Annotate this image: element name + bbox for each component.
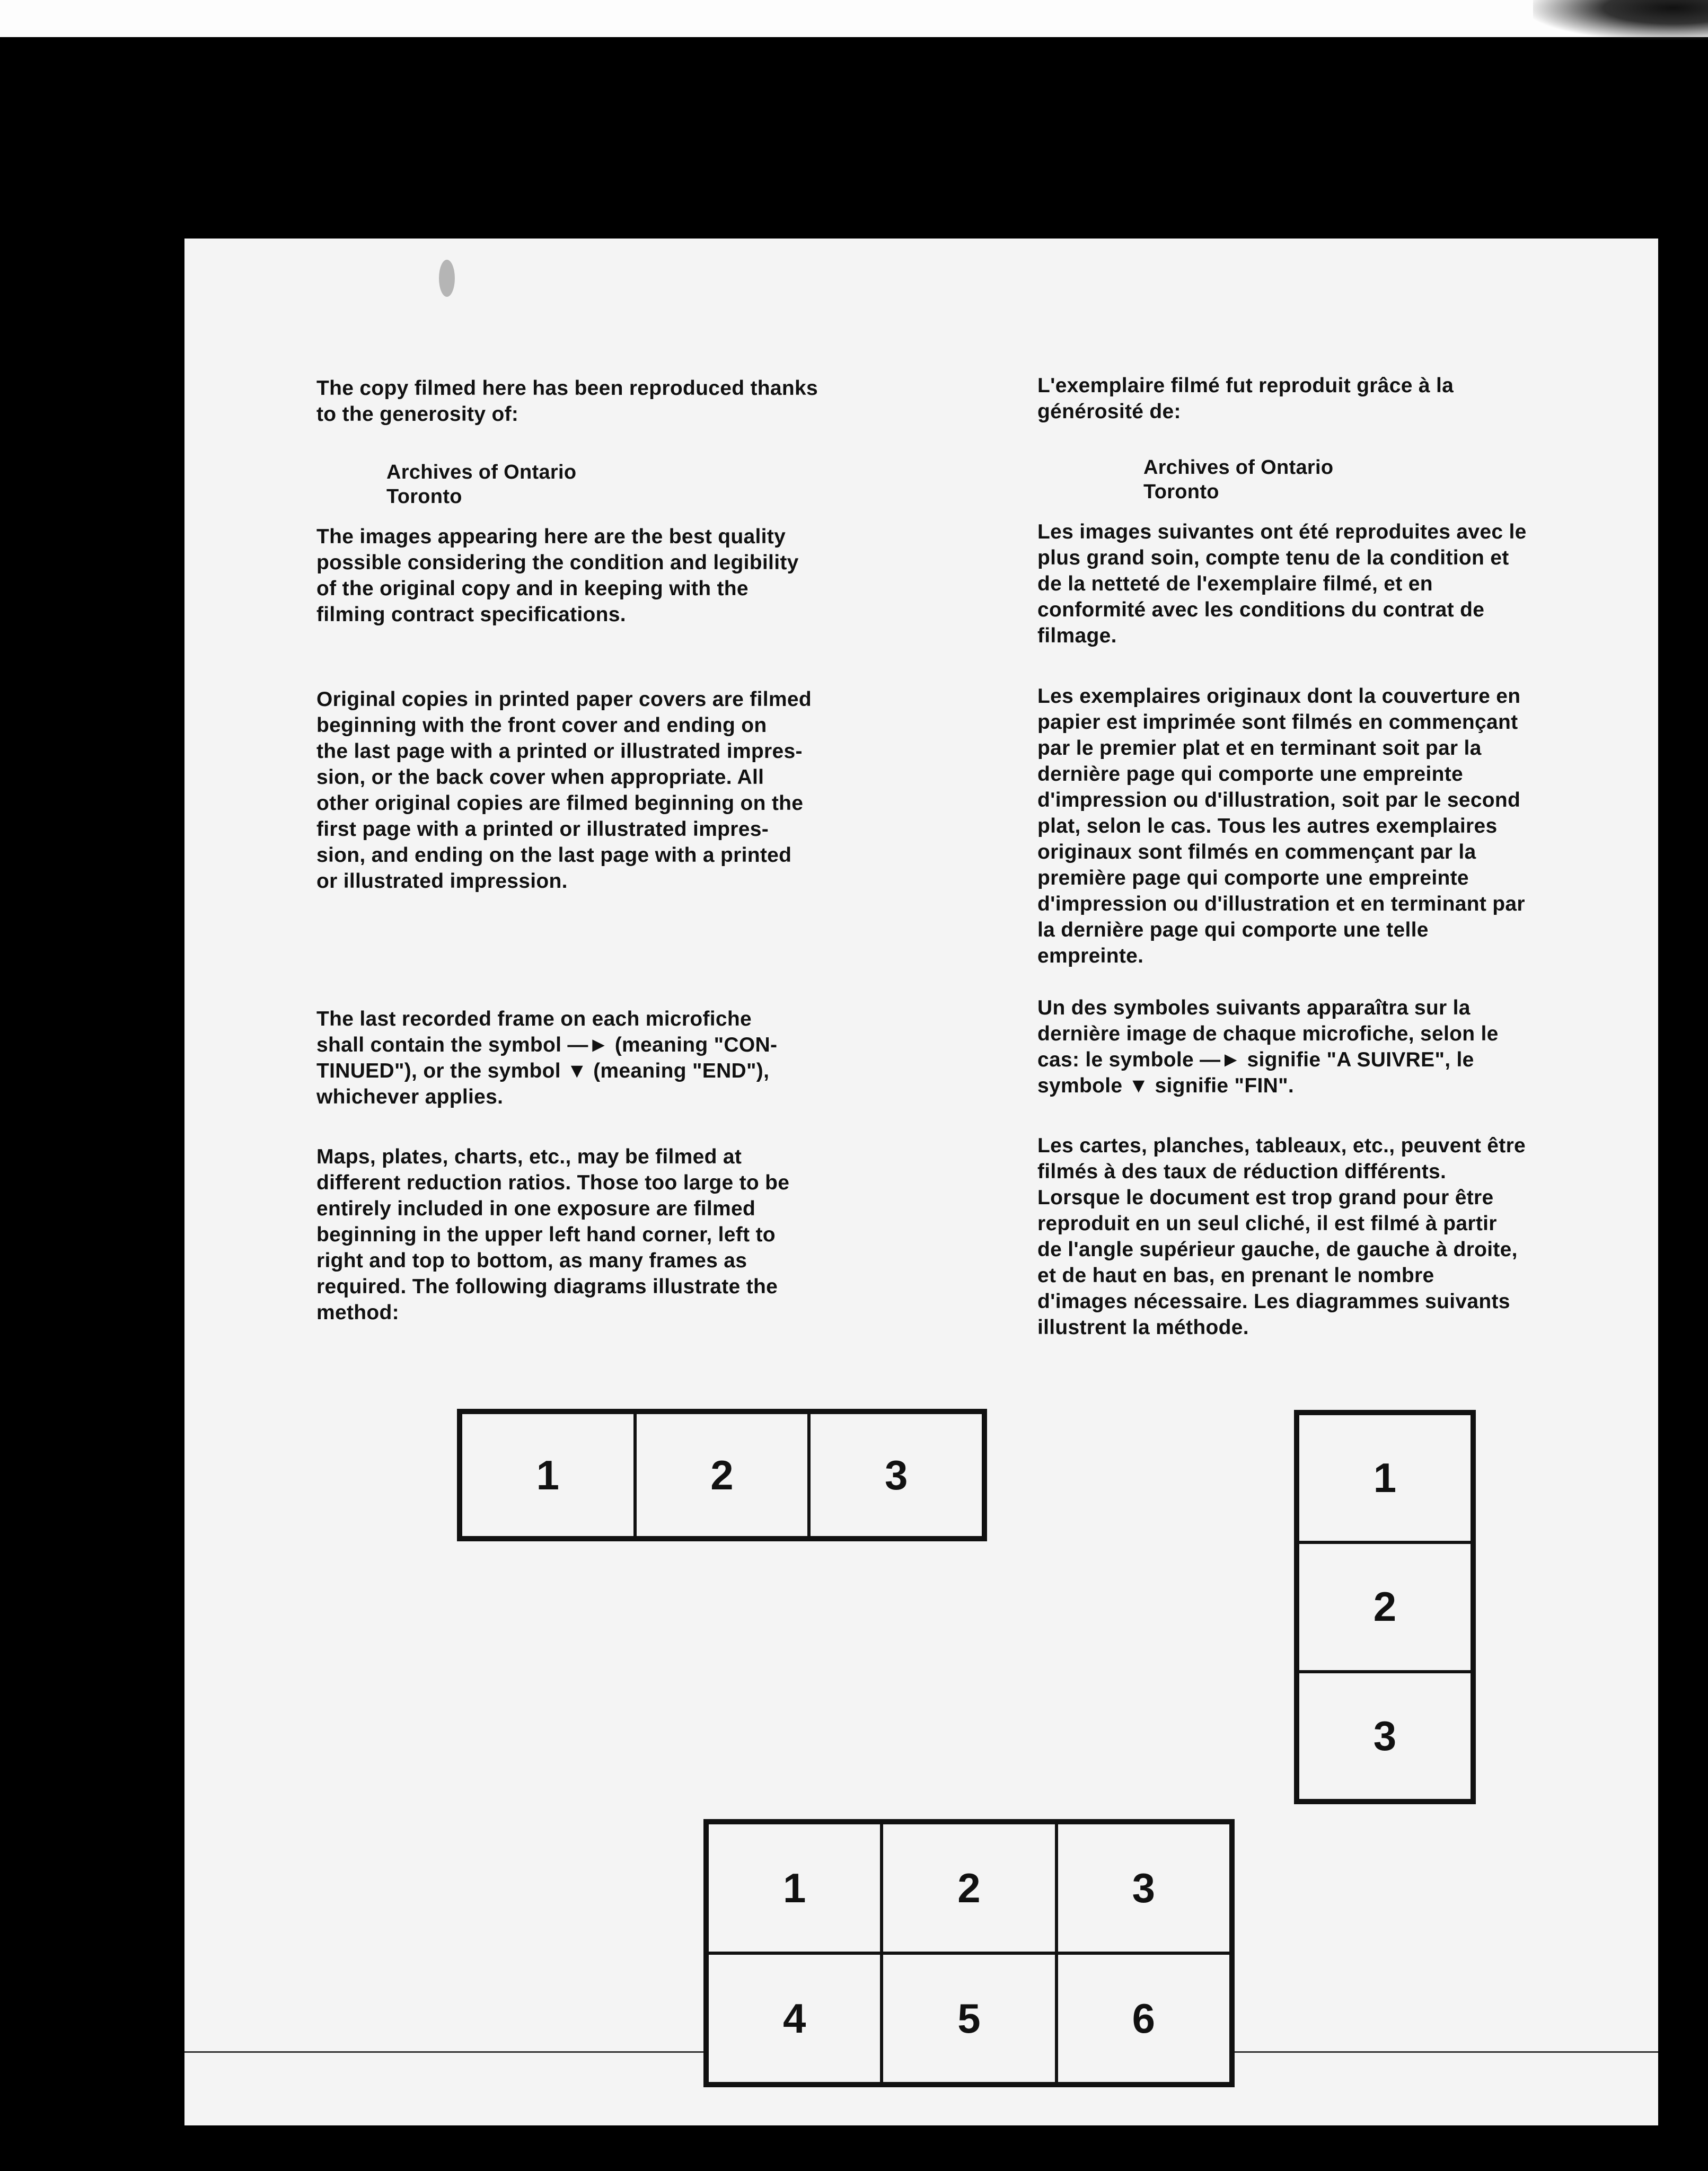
english-column (316, 375, 926, 1326)
diagram-cell: 3 (1298, 1672, 1472, 1801)
diagram-cell: 1 (461, 1413, 635, 1538)
thanks-text: The copy filmed here has been reproduced thanks to the generosity of: (316, 377, 818, 426)
maps-text: Maps, plates, charts, etc., may be filmed at different reduction ratios. Those too large to be entirely included in one exposure are filmed beginning in the upper left hand corner, left to right and top to bottom, as many frames as required. The following diagrams illustrate the method: (316, 1145, 790, 1324)
quality-text-fr: Les images suivantes ont été reproduites avec le plus grand soin, compte tenu de la condition et de la netteté de l'exemplaire filmé, et en conformité avec les conditions du contrat de filmage. (1037, 520, 1527, 647)
covers-text-fr: Les exemplaires originaux dont la couverture en papier est imprimée sont filmés en commençant par le premier plat et en terminant soit par la dernière page qui comporte une empreinte d'impression ou d'illustration, soit par le second plat, selon le cas. Tous les autres exemplaires originaux sont filmés en commençant par la première page qui comporte une empreinte d'impression ou d'illustration et en terminant par la dernière page qui comporte une telle empreinte. (1037, 685, 1525, 967)
institution-name: Archives of Ontario Toronto (386, 461, 577, 508)
diagram-cell: 6 (1057, 1953, 1231, 2084)
diagram-cell: 2 (635, 1413, 809, 1538)
quality-text: The images appearing here are the best quality possible considering the condition and legibility of the original copy and in keeping with the filming contract specifications. (316, 525, 799, 626)
symbols-text: The last recorded frame on each microfiche shall contain the symbol —► (meaning "CON- TINUED"), or the symbol ▼ (meaning "END"), whichever applies. (316, 1008, 778, 1108)
diagram-column (1294, 1410, 1476, 1804)
film-scuff (1533, 0, 1708, 40)
diagram-cell: 2 (882, 1823, 1056, 1953)
diagram-row (457, 1409, 987, 1541)
covers-text: Original copies in printed paper covers are filmed beginning with the front cover and ending on the last page with a printed or illustrated impres- sion, or the back cover when appropriate. All other original copies are filmed beginning on the first page with a printed or illustrated impres- sion, and ending on the last page with a printed or illustrated impression. (316, 688, 812, 893)
film-top-strip (0, 0, 1708, 37)
diagram-grid (703, 1819, 1235, 2087)
diagram-cell: 1 (1298, 1414, 1472, 1542)
french-column (1037, 373, 1647, 1340)
maps-text-fr: Les cartes, planches, tableaux, etc., peuvent être filmés à des taux de réduction différents. Lorsque le document est trop grand pour être reproduit en un seul cliché, il est filmé à partir de l'angle supérieur gauche, de gauche à droite, et de haut en bas, en prenant le nombre d'images nécessaire. Les diagrammes suivants illustrent la méthode. (1037, 1134, 1526, 1339)
diagram-cell: 4 (707, 1953, 882, 2084)
diagram-cell: 2 (1298, 1542, 1472, 1671)
diagram-cell: 3 (1057, 1823, 1231, 1953)
diagram-cell: 1 (707, 1823, 882, 1953)
diagram-cell: 3 (809, 1413, 983, 1538)
page-blemish (439, 260, 455, 297)
institution-name-fr: Archives of Ontario Toronto (1143, 456, 1334, 503)
symbols-text-fr: Un des symboles suivants apparaîtra sur la dernière image de chaque microfiche, selon le cas: le symbole —► signifie "A SUIVRE", le symbole ▼ signifie "FIN". (1037, 996, 1499, 1097)
diagram-cell: 5 (882, 1953, 1056, 2084)
thanks-text-fr: L'exemplaire filmé fut reproduit grâce à la générosité de: (1037, 374, 1454, 423)
